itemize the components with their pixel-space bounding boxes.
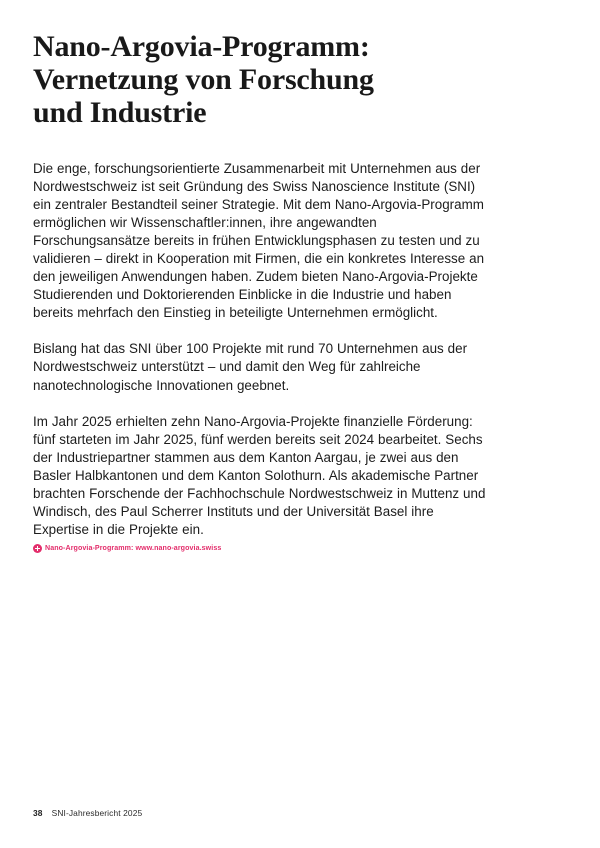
- body-paragraph-1: Die enge, forschungsorientierte Zusammenarbeit mit Unternehmen aus der Nordwestschweiz ist seit Gründung des Swiss Nanoscience Institute (SNI) ein zentraler Bestandteil seiner Strategie. Mit dem Nano-Argovia-Programm ermöglichen wir Wissenschaftler:innen, ihre angewandten Forschungsansätze bereits in frühen Entwicklungsphasen zu testen und zu validieren – direkt in Kooperation mit Firmen, die ein konkretes Interesse an den jeweiligen Anwendungen haben. Zudem bieten Nano-Argovia-Projekte Studierenden und Doktorierenden Einblicke in die Industrie und haben bereits mehrfach den Einstieg in beteiligte Unternehmen ermöglicht.: [33, 161, 485, 321]
- body-paragraph-2: Bislang hat das SNI über 100 Projekte mit rund 70 Unternehmen aus der Nordwestschweiz unterstützt – und damit den Weg für zahlreiche nanotechnologische Innovationen geebnet.: [33, 341, 468, 393]
- source-note-label[interactable]: Nano-Argovia-Programm: www.nano-argovia.swiss: [45, 544, 222, 552]
- page-title: [33, 30, 503, 129]
- page-footer: [33, 808, 142, 818]
- page-title-line-2: Vernetzung von Forschung: [33, 63, 374, 96]
- page-title-line-3: und Industrie: [33, 96, 207, 129]
- source-note[interactable]: [33, 544, 221, 553]
- article-body: [33, 160, 488, 539]
- plus-circle-icon: [33, 544, 42, 553]
- page-number: 38: [33, 808, 43, 818]
- page-title-line-1: Nano-Argovia-Programm:: [33, 30, 370, 63]
- footer-publication-label: SNI-Jahresbericht 2025: [51, 808, 143, 818]
- body-paragraph-3: Im Jahr 2025 erhielten zehn Nano-Argovia-Projekte finanzielle Förderung: fünf starteten im Jahr 2025, fünf werden bereits seit 2024 bearbeitet. Sechs der Industriepartner stammen aus dem Kanton Aargau, je zwei aus den Basler Halbkantonen und dem Kanton Solothurn. Als akademische Partner brachten Forschende der Fachhochschule Nordwestschweiz in Muttenz und Windisch, des Paul Scherrer Instituts und der Universität Basel ihre Expertise in die Projekte ein.: [33, 413, 486, 537]
